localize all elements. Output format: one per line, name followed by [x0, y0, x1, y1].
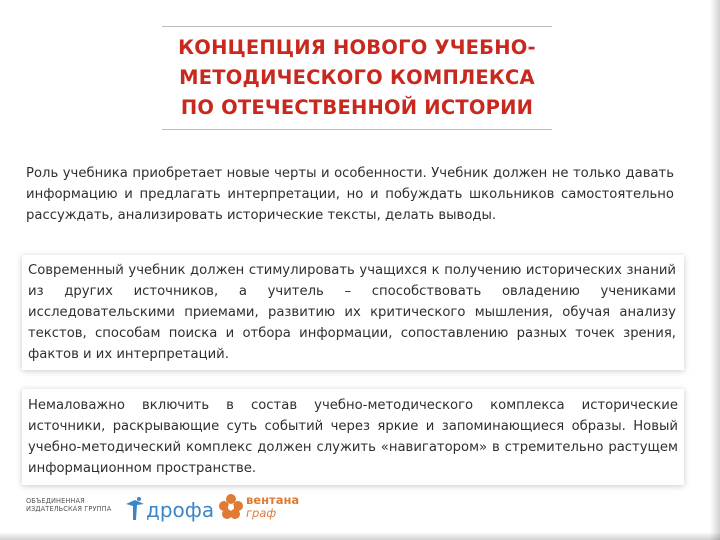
logo-text: ОБЪЕДИНЕННАЯ — [26, 497, 85, 505]
logo-text: граф — [246, 506, 277, 520]
title-line: ПО ОТЕЧЕСТВЕННОЙ ИСТОРИИ — [180, 96, 534, 119]
paragraph-sources-navigator: Немаловажно включить в состав учебно-методического комплекса исторические источники, раскрывающие суть событий через яркие и запоминающиеся образы. Новый учебно-методический комплекс должен служить «навигатором» в стремительно растущем информационном пространстве. — [28, 398, 678, 476]
drofa-logo — [124, 494, 215, 524]
logo-text: дрофа — [146, 498, 215, 522]
title-line: КОНЦЕПЦИЯ НОВОГО УЧЕБНО- — [178, 36, 536, 59]
page-title — [162, 33, 552, 123]
logo-text: ИЗДАТЕЛЬСКАЯ ГРУППА — [26, 505, 112, 513]
footer-logos — [26, 492, 346, 526]
slide-edge-shadow — [0, 532, 720, 540]
title-bottom-rule — [162, 129, 552, 130]
paragraph-modern-textbook: Современный учебник должен стимулировать учащихся к получению исторических знаний из других источников, а учитель – способствовать овладению учениками исследовательскими приемами, развитию их критического мышления, обучая анализу текстов, способам поиска и отбора информации, сопоставлению разных точек зрения, фактов и их интерпретаций. — [28, 263, 676, 362]
logo-wordmark — [246, 494, 299, 520]
publishing-group-logo — [26, 497, 111, 513]
paragraph-textbook-role: Роль учебника приобретает новые черты и особенности. Учебник должен не только давать информацию и предлагать интерпретации, но и побуждать школьников самостоятельно рассуждать, анализировать исторические тексты, делать выводы. — [26, 166, 674, 223]
title-line: МЕТОДИЧЕСКОГО КОМПЛЕКСА — [179, 66, 535, 89]
drofa-bird-icon — [124, 494, 146, 522]
title-block — [162, 26, 552, 130]
ventana-flower-icon — [218, 492, 244, 522]
title-top-rule — [162, 26, 552, 27]
ventana-graf-logo — [218, 492, 338, 526]
slide-edge-shadow — [710, 0, 720, 540]
logo-text: вентана — [246, 493, 300, 507]
